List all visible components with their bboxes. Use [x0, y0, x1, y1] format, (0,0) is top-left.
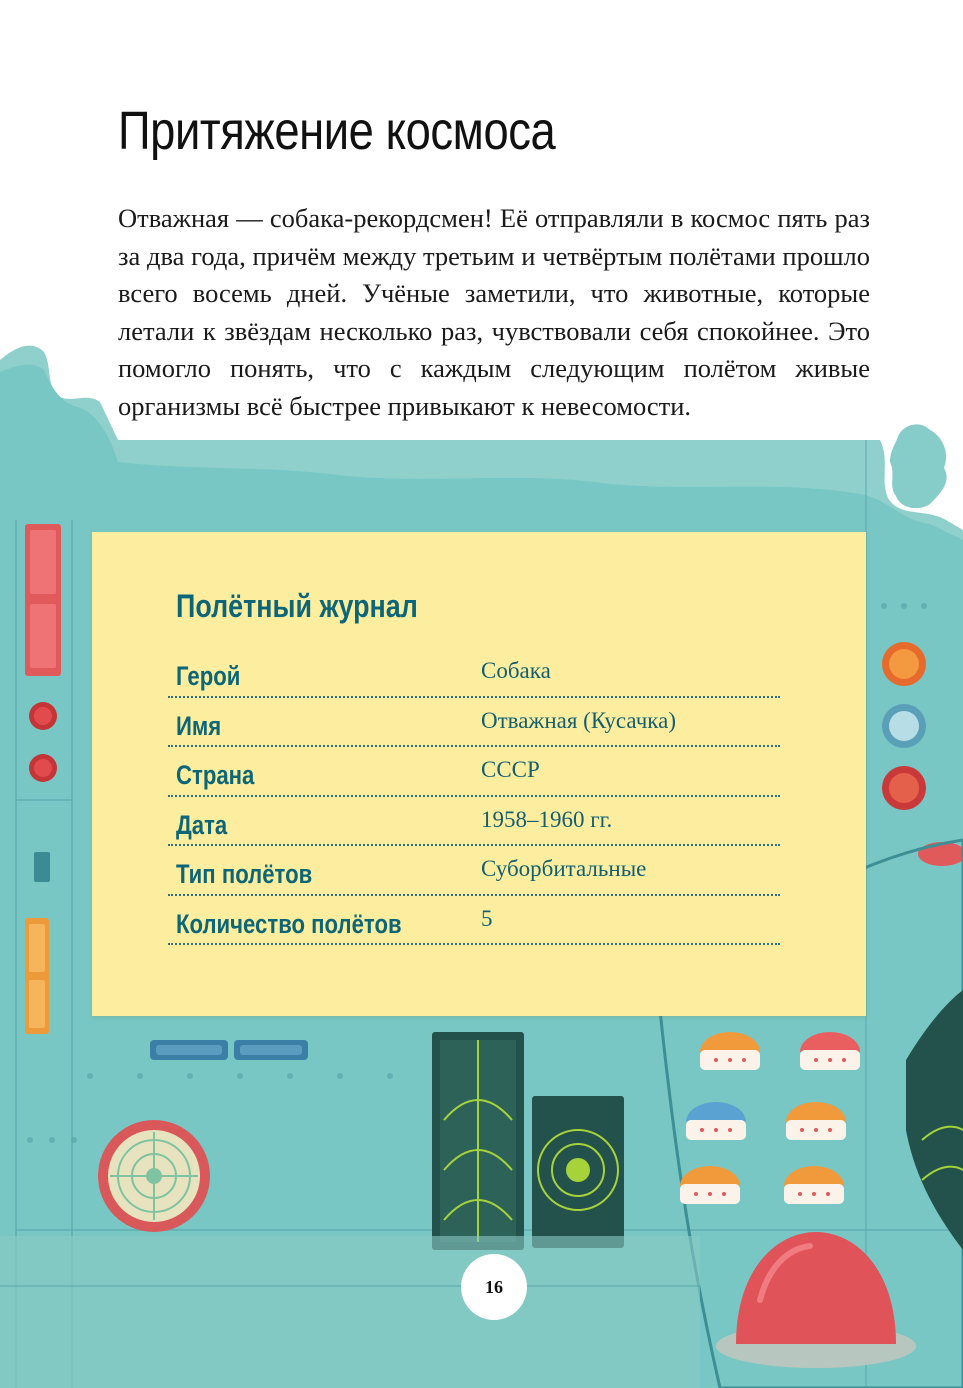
flight-log-row: [168, 896, 780, 946]
flight-log-value: СССР: [481, 757, 540, 782]
flight-log-row: [168, 797, 780, 847]
flight-log-row: [168, 698, 780, 748]
flight-log-title: Полётный журнал: [176, 588, 418, 624]
flight-log-row: [168, 648, 780, 698]
flight-log-value: Отважная (Кусачка): [481, 707, 676, 733]
flight-log-row: [168, 747, 780, 797]
flight-log-row: [168, 846, 780, 896]
flight-log-card: [92, 532, 866, 1016]
page-title: Притяжение космоса: [118, 101, 556, 161]
flight-log-label: Страна: [176, 760, 255, 790]
flight-log-label: Тип полётов: [176, 859, 313, 889]
flight-log-label: Количество полётов: [176, 908, 402, 939]
flight-log-table: [168, 648, 780, 945]
page-number: 16: [461, 1254, 527, 1320]
flight-log-label: Дата: [176, 809, 228, 840]
flight-log-label: Герой: [176, 661, 241, 691]
flight-log-value: 5: [481, 905, 493, 931]
flight-log-value: 1958–1960 гг.: [481, 806, 613, 832]
body-paragraph: Отважная — собака-рекордсмен! Её отправляли в космос пять раз за два года, причём между третьим и четвёртым полётами прошло всего восемь дней. Учёные заметили, что животные, которые летали к звёздам несколько раз, чувствовали себя спокойнее. Это помогло понять, что с каждым следующим полётом живые организмы всё быстрее привыкают к невесомости.: [118, 203, 870, 421]
flight-log-label: Имя: [176, 710, 222, 741]
flight-log-value: Суборбитальные: [481, 856, 647, 881]
flight-log-value: Собака: [481, 658, 551, 683]
